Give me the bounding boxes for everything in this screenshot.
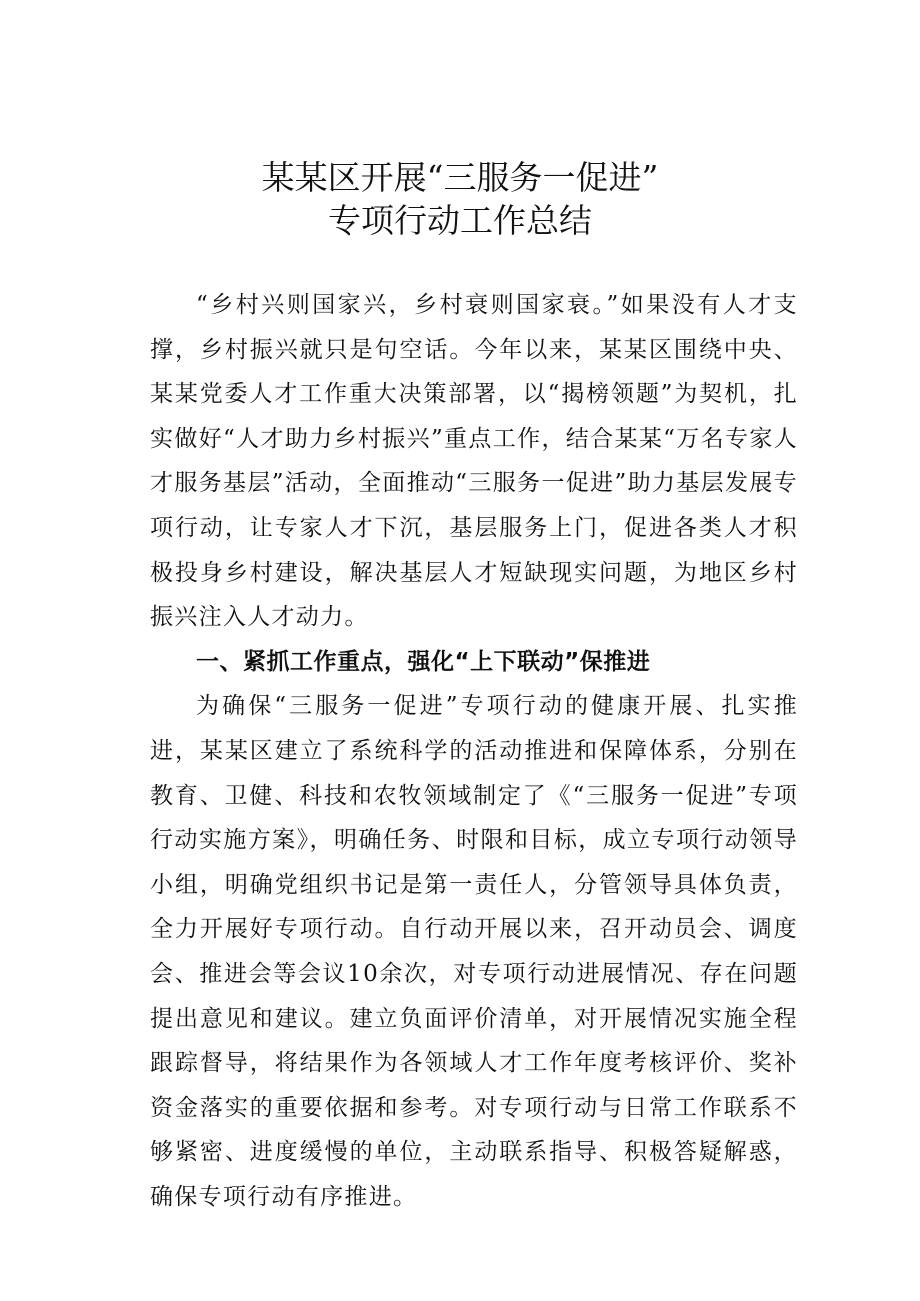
section-1-paragraph: 为确保“三服务一促进”专项行动的健康开展、扎实推进，某某区建立了系统科学的活动推进和保障体系，分别在教育、卫健、科技和农牧领域制定了《“三服务一促进”专项行动实施方案》，明确任务、时限和目标，成立专项行动领导小组，明确党组织书记是第一责任人，分管领导具体负责，全力开展好专项行动。自行动开展以来，召开动员会、调度会、推进会等会议10余次，对专项行动进展情况、存在问题提出意见和建议。建立负面评价清单，对开展情况实施全程跟踪督导，将结果作为各领域人才工作年度考核评价、奖补资金落实的重要依据和参考。对专项行动与日常工作联系不够紧密、进度缓慢的单位，主动联系指导、积极答疑解惑，确保专项行动有序推进。 (150, 693, 798, 1210)
document-body (150, 283, 798, 1219)
document-title-line-1: 某某区开展“三服务一促进” (261, 158, 659, 197)
document-title-line-2: 专项行动工作总结 (328, 201, 592, 240)
intro-paragraph: “乡村兴则国家兴，乡村衰则国家衰。”如果没有人才支撑，乡村振兴就只是句空话。今年以来，某某区围绕中央、某某党委人才工作重大决策部署，以“揭榜领题”为契机，扎实做好“人才助力乡村振兴”重点工作，结合某某“万名专家人才服务基层”活动，全面推动“三服务一促进”助力基层发展专项行动，让专家人才下沉，基层服务上门，促进各类人才积极投身乡村建设，解决基层人才短缺现实问题，为地区乡村振兴注入人才动力。 (150, 292, 798, 631)
section-1-heading: 一、紧抓工作重点，强化“上下联动”保推进 (196, 648, 651, 675)
